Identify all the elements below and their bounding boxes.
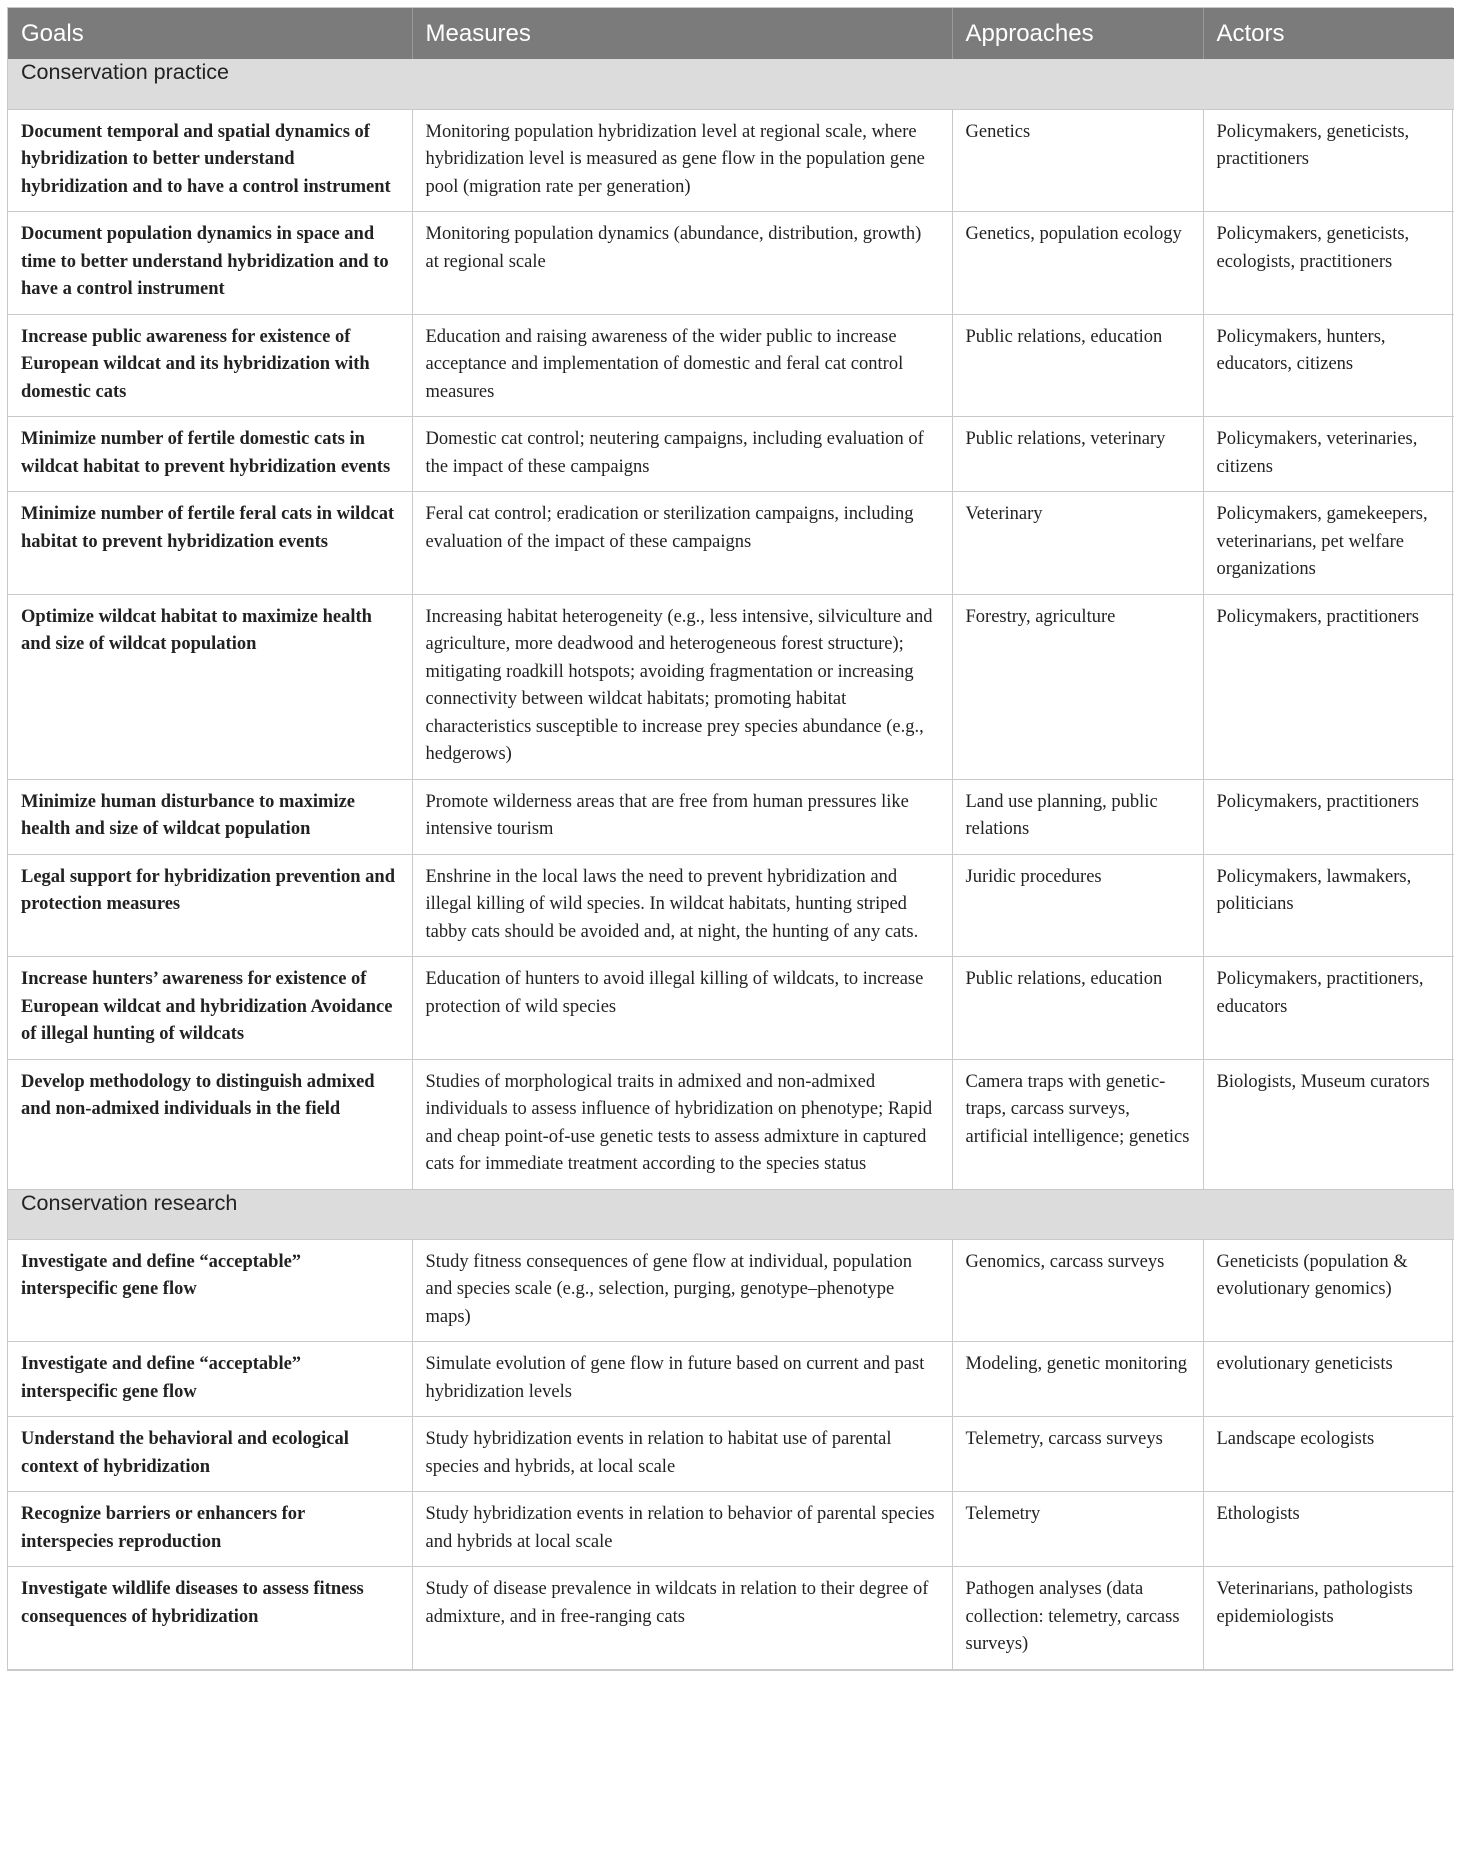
measure-cell: Study of disease prevalence in wildcats in relation to their degree of admixture, and in free-ranging cats	[412, 1567, 952, 1670]
actors-cell: Policymakers, lawmakers, politicians	[1203, 854, 1454, 957]
goal-cell: Investigate and define “acceptable” interspecific gene flow	[8, 1342, 412, 1417]
actors-cell: Policymakers, practitioners	[1203, 594, 1454, 779]
table-header	[8, 8, 1454, 59]
header-row	[8, 8, 1454, 59]
actors-cell: Landscape ecologists	[1203, 1417, 1454, 1492]
actors-cell: Geneticists (population & evolutionary genomics)	[1203, 1239, 1454, 1342]
approach-cell: Genetics, population ecology	[952, 212, 1203, 315]
goal-cell: Increase public awareness for existence of European wildcat and its hybridization with domestic cats	[8, 314, 412, 417]
table-body	[8, 59, 1454, 1669]
goal-cell: Understand the behavioral and ecological context of hybridization	[8, 1417, 412, 1492]
section-row	[8, 1189, 1454, 1239]
approach-cell: Genetics	[952, 109, 1203, 212]
header-approaches: Approaches	[952, 8, 1203, 59]
measure-cell: Feral cat control; eradication or sterilization campaigns, including evaluation of the impact of these campaigns	[412, 492, 952, 595]
measure-cell: Studies of morphological traits in admixed and non-admixed individuals to assess influence of hybridization on phenotype; Rapid and cheap point-of-use genetic tests to assess admixture in captured cats for immediate treatment according to the species status	[412, 1059, 952, 1189]
approach-cell: Telemetry, carcass surveys	[952, 1417, 1203, 1492]
table-row	[8, 957, 1454, 1060]
measure-cell: Domestic cat control; neutering campaigns, including evaluation of the impact of these campaigns	[412, 417, 952, 492]
header-actors: Actors	[1203, 8, 1454, 59]
approach-cell: Public relations, education	[952, 314, 1203, 417]
goal-cell: Document temporal and spatial dynamics of hybridization to better understand hybridization and to have a control instrument	[8, 109, 412, 212]
goal-cell: Minimize human disturbance to maximize health and size of wildcat population	[8, 779, 412, 854]
approach-cell: Pathogen analyses (data collection: telemetry, carcass surveys)	[952, 1567, 1203, 1670]
actors-cell: Policymakers, gamekeepers, veterinarians, pet welfare organizations	[1203, 492, 1454, 595]
table-row	[8, 1239, 1454, 1342]
table-row	[8, 779, 1454, 854]
actors-cell: Policymakers, practitioners	[1203, 779, 1454, 854]
approach-cell: Juridic procedures	[952, 854, 1203, 957]
table-row	[8, 594, 1454, 779]
goal-cell: Minimize number of fertile feral cats in wildcat habitat to prevent hybridization events	[8, 492, 412, 595]
table-row	[8, 854, 1454, 957]
goal-cell: Legal support for hybridization prevention and protection measures	[8, 854, 412, 957]
goal-cell: Optimize wildcat habitat to maximize health and size of wildcat population	[8, 594, 412, 779]
approach-cell: Veterinary	[952, 492, 1203, 595]
goal-cell: Develop methodology to distinguish admixed and non-admixed individuals in the field	[8, 1059, 412, 1189]
measure-cell: Study fitness consequences of gene flow at individual, population and species scale (e.g., selection, purging, genotype–phenotype maps)	[412, 1239, 952, 1342]
goal-cell: Recognize barriers or enhancers for interspecies reproduction	[8, 1492, 412, 1567]
table-row	[8, 1492, 1454, 1567]
actors-cell: Ethologists	[1203, 1492, 1454, 1567]
actors-cell: Policymakers, practitioners, educators	[1203, 957, 1454, 1060]
table-row	[8, 1417, 1454, 1492]
table-row	[8, 212, 1454, 315]
actors-cell: Policymakers, geneticists, ecologists, practitioners	[1203, 212, 1454, 315]
conservation-table-container	[7, 7, 1453, 1671]
goal-cell: Investigate and define “acceptable” interspecific gene flow	[8, 1239, 412, 1342]
actors-cell: Policymakers, hunters, educators, citizens	[1203, 314, 1454, 417]
table-row	[8, 1567, 1454, 1670]
section-title: Conservation research	[8, 1189, 1454, 1239]
measure-cell: Simulate evolution of gene flow in future based on current and past hybridization levels	[412, 1342, 952, 1417]
approach-cell: Public relations, veterinary	[952, 417, 1203, 492]
goal-cell: Document population dynamics in space and time to better understand hybridization and to have a control instrument	[8, 212, 412, 315]
section-title: Conservation practice	[8, 59, 1454, 109]
approach-cell: Land use planning, public relations	[952, 779, 1203, 854]
measure-cell: Monitoring population dynamics (abundance, distribution, growth) at regional scale	[412, 212, 952, 315]
approach-cell: Forestry, agriculture	[952, 594, 1203, 779]
goal-cell: Minimize number of fertile domestic cats in wildcat habitat to prevent hybridization events	[8, 417, 412, 492]
actors-cell: Veterinarians, pathologists epidemiologists	[1203, 1567, 1454, 1670]
measure-cell: Promote wilderness areas that are free from human pressures like intensive tourism	[412, 779, 952, 854]
header-measures: Measures	[412, 8, 952, 59]
table-row	[8, 1059, 1454, 1189]
approach-cell: Camera traps with genetic-traps, carcass surveys, artificial intelligence; genetics	[952, 1059, 1203, 1189]
actors-cell: Biologists, Museum curators	[1203, 1059, 1454, 1189]
measure-cell: Study hybridization events in relation to behavior of parental species and hybrids at local scale	[412, 1492, 952, 1567]
table-row	[8, 109, 1454, 212]
section-row	[8, 59, 1454, 109]
approach-cell: Modeling, genetic monitoring	[952, 1342, 1203, 1417]
approach-cell: Public relations, education	[952, 957, 1203, 1060]
table-row	[8, 492, 1454, 595]
actors-cell: Policymakers, veterinaries, citizens	[1203, 417, 1454, 492]
table-row	[8, 417, 1454, 492]
actors-cell: Policymakers, geneticists, practitioners	[1203, 109, 1454, 212]
measure-cell: Monitoring population hybridization level at regional scale, where hybridization level is measured as gene flow in the population gene pool (migration rate per generation)	[412, 109, 952, 212]
measure-cell: Education and raising awareness of the wider public to increase acceptance and implementation of domestic and feral cat control measures	[412, 314, 952, 417]
goal-cell: Increase hunters’ awareness for existence of European wildcat and hybridization Avoidance of illegal hunting of wildcats	[8, 957, 412, 1060]
table-row	[8, 1342, 1454, 1417]
measure-cell: Education of hunters to avoid illegal killing of wildcats, to increase protection of wild species	[412, 957, 952, 1060]
table-row	[8, 314, 1454, 417]
header-goals: Goals	[8, 8, 412, 59]
conservation-table	[8, 8, 1454, 1670]
measure-cell: Enshrine in the local laws the need to prevent hybridization and illegal killing of wild species. In wildcat habitats, hunting striped tabby cats should be avoided and, at night, the hunting of any cats.	[412, 854, 952, 957]
measure-cell: Study hybridization events in relation to habitat use of parental species and hybrids, at local scale	[412, 1417, 952, 1492]
goal-cell: Investigate wildlife diseases to assess fitness consequences of hybridization	[8, 1567, 412, 1670]
approach-cell: Telemetry	[952, 1492, 1203, 1567]
measure-cell: Increasing habitat heterogeneity (e.g., less intensive, silviculture and agriculture, more deadwood and heterogeneous forest structure); mitigating roadkill hotspots; avoiding fragmentation or increasing connectivity between wildcat habitats; promoting habitat characteristics susceptible to increase prey species abundance (e.g., hedgerows)	[412, 594, 952, 779]
actors-cell: evolutionary geneticists	[1203, 1342, 1454, 1417]
approach-cell: Genomics, carcass surveys	[952, 1239, 1203, 1342]
